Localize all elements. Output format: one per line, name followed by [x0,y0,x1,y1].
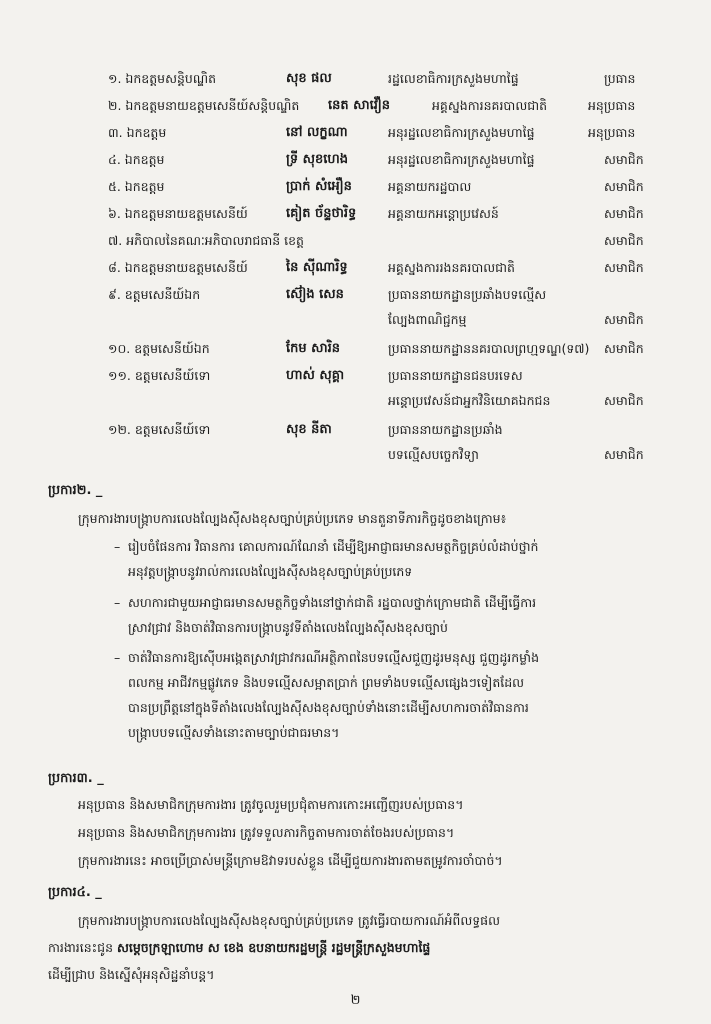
article-3-heading: ប្រការ៣. _ [48,771,104,786]
member-name: ហាស់ សុគ្គា [286,368,345,383]
member-position: អគ្គនាយកអន្តោប្រវេសន៍ [388,206,499,221]
article-4-line: ដើម្បីជ្រាប និងស្នើសុំអនុសិដ្ឋនាំបន្ត។ [48,967,215,982]
member-name: សុខ នីតា [286,422,332,437]
member-role: អនុប្រធាន [588,98,636,113]
member-name: នេត សាវឿន [328,98,391,113]
article-4-heading: ប្រការ៤. _ [48,885,102,900]
member-role: សមាជិក [604,447,644,462]
member-position: អគ្គស្នងការរងនគរបាលជាតិ [388,260,515,275]
member-position: រដ្ឋលេខាធិការក្រសួងមហាផ្ទៃ [388,71,519,86]
article-2-bullet: – ចាត់វិធានការឱ្យស៊ើបអង្កេតស្រាវជ្រាវករណីអត្ថិភាពនៃបទល្មើសជួញដូរមនុស្ស ជួញដូរកម្លាំង ពលកម្ម អាជីវកម្មផ្លូវភេទ និងបទល្មើសសម្អាតប្រាក់ ព្រមទាំងបទល្មើសផ្សេងៗទៀតដែល បានប្រព្រឹត្តនៅក្នុងទីតាំងលេងល្បែងស៊ីសងខុសច្បាប់ទាំងនោះដើម្បីសហការចាត់វិធានការ បង្ក្រាបបទល្មើសទាំងនោះតាមច្បាប់ជាធរមាន។ [114,650,540,740]
member-name: គៀត ច័ន្ទថារិទ្ធ [286,206,357,221]
article-3-line: អនុប្រធាន និងសមាជិកក្រុមការងារ ត្រូវទទួលភារកិច្ចតាមការចាត់ចែងរបស់ប្រធាន។ [78,825,455,840]
member-role: សមាជិក [604,393,644,408]
article-4-line: ក្រុមការងារបង្ក្រាបការលេងល្បែងស៊ីសងខុសច្បាប់គ្រប់ប្រភេទ ត្រូវធ្វើរបាយការណ៍អំពីលទ្ធផល [78,913,501,928]
member-name: កែម សារិន [286,341,341,356]
article-3-line: អនុប្រធាន និងសមាជិកក្រុមការងារ ត្រូវចូលរួមប្រជុំតាមការកោះអញ្ជើញរបស់ប្រធាន។ [78,797,464,812]
member-name: ស៊ៀង សេន [286,287,344,302]
member-role: សមាជិក [604,341,644,356]
member-title: ១១. ឧត្តមសេនីយ៍ទោ [108,368,211,383]
member-position: អគ្គនាយករដ្ឋបាល [388,179,472,194]
member-role: សមាជិក [604,312,644,327]
member-role: សមាជិក [604,233,644,248]
member-position: ប្រធាននាយកដ្ឋានជនបរទេស អន្តោប្រវេសន៍ជាអ្នកវិនិយោគឯកជន [388,368,551,408]
member-role: ប្រធាន [604,71,636,86]
member-title: ៨. ឯកឧត្តមនាយឧត្តមសេនីយ៍ [108,260,248,275]
member-name: ទ្រី សុខហេង [286,152,349,167]
member-title: ៧. អភិបាលនៃគណៈអភិបាលរាជធានី ខេត្ត [108,233,304,248]
article-3-line: ក្រុមការងារនេះ អាចប្រើប្រាស់មន្ត្រីក្រោមឱវាទរបស់ខ្លួន ដើម្បីជួយការងារតាមតម្រូវការចាំបាច់។ [78,853,503,868]
member-title: ៩. ឧត្តមសេនីយ៍ឯក [108,287,201,302]
member-title: ១២. ឧត្តមសេនីយ៍ទោ [108,422,211,437]
member-role: សមាជិក [604,206,644,221]
recipient-name: សម្ដេចក្រឡាហោម ស ខេង ឧបនាយករដ្ឋមន្ត្រី រដ្ឋមន្ត្រីក្រសួងមហាផ្ទៃ [116,940,431,955]
article-2-bullet: – សហការជាមួយអាជ្ញាធរមានសមត្ថកិច្ចទាំងនៅថ្នាក់ជាតិ រដ្ឋបាលថ្នាក់ក្រោមជាតិ ដើម្បីធ្វើការ ស្រាវជ្រាវ និងចាត់វិធានការបង្ក្រាបនូវទីតាំងលេងល្បែងស៊ីសងខុសច្បាប់ [114,595,537,635]
member-name: នៅ លក្ខណា [286,125,348,140]
member-position: ប្រធាននាយកដ្ឋាននគរបាលព្រហ្មទណ្ឌ(ទ៧) [388,341,590,356]
member-title: ៥. ឯកឧត្តម [108,179,165,194]
member-position: អនុរដ្ឋលេខាធិការក្រសួងមហាផ្ទៃ [388,125,535,140]
article-2-heading: ប្រការ២. _ [48,483,103,498]
member-role: សមាជិក [604,260,644,275]
article-2-bullet: – រៀបចំផែនការ វិធានការ គោលការណ៍ណែនាំ ដើម្បីឱ្យអាជ្ញាធរមានសមត្ថកិច្ចគ្រប់លំដាប់ថ្នាក់ អនុវត្តបង្ក្រាបនូវរាល់ការលេងល្បែងស៊ីសងខុសច្បាប់គ្រប់ប្រភេទ [114,539,539,579]
article-4-line: ការងារនេះជូន សម្ដេចក្រឡាហោម ស ខេង ឧបនាយករដ្ឋមន្ត្រី រដ្ឋមន្ត្រីក្រសួងមហាផ្ទៃ [48,940,431,955]
member-position: អគ្គស្នងការនគរបាលជាតិ [432,98,548,113]
page-number: ២ [350,993,361,1008]
member-name: ប្រាក់ សំអឿន [286,179,352,194]
member-title: ១. ឯកឧត្តមសន្តិបណ្ឌិត [108,71,217,86]
member-title: ១០. ឧត្តមសេនីយ៍ឯក [108,341,210,356]
member-title: ៣. ឯកឧត្តម [108,125,167,140]
member-position: អនុរដ្ឋលេខាធិការក្រសួងមហាផ្ទៃ [388,152,535,167]
member-title: ៤. ឯកឧត្តម [108,152,165,167]
article-2-intro: ក្រុមការងារបង្ក្រាបការលេងល្បែងស៊ីសងខុសច្បាប់គ្រប់ប្រភេទ មានតួនាទីភារកិច្ចដូចខាងក្រោម៖ [78,511,507,526]
member-role: អនុប្រធាន [588,125,636,140]
member-name: សុខ ផល [286,71,332,86]
member-role: សមាជិក [604,179,644,194]
member-position: ប្រធាននាយកដ្ឋានប្រឆាំងបទល្មើស ល្បែងពាណិជ្ជកម្ម [388,287,547,327]
member-title: ៦. ឯកឧត្តមនាយឧត្តមសេនីយ៍ [108,206,248,221]
member-title: ២. ឯកឧត្តមនាយឧត្តមសេនីយ៍សន្តិបណ្ឌិត [108,98,300,113]
member-position: ប្រធាននាយកដ្ឋានប្រឆាំង បទល្មើសបច្ចេកវិទ្យា [388,422,503,462]
member-name: នៃ ស៊ីណារិទ្ធ [286,260,348,275]
member-role: សមាជិក [604,152,644,167]
